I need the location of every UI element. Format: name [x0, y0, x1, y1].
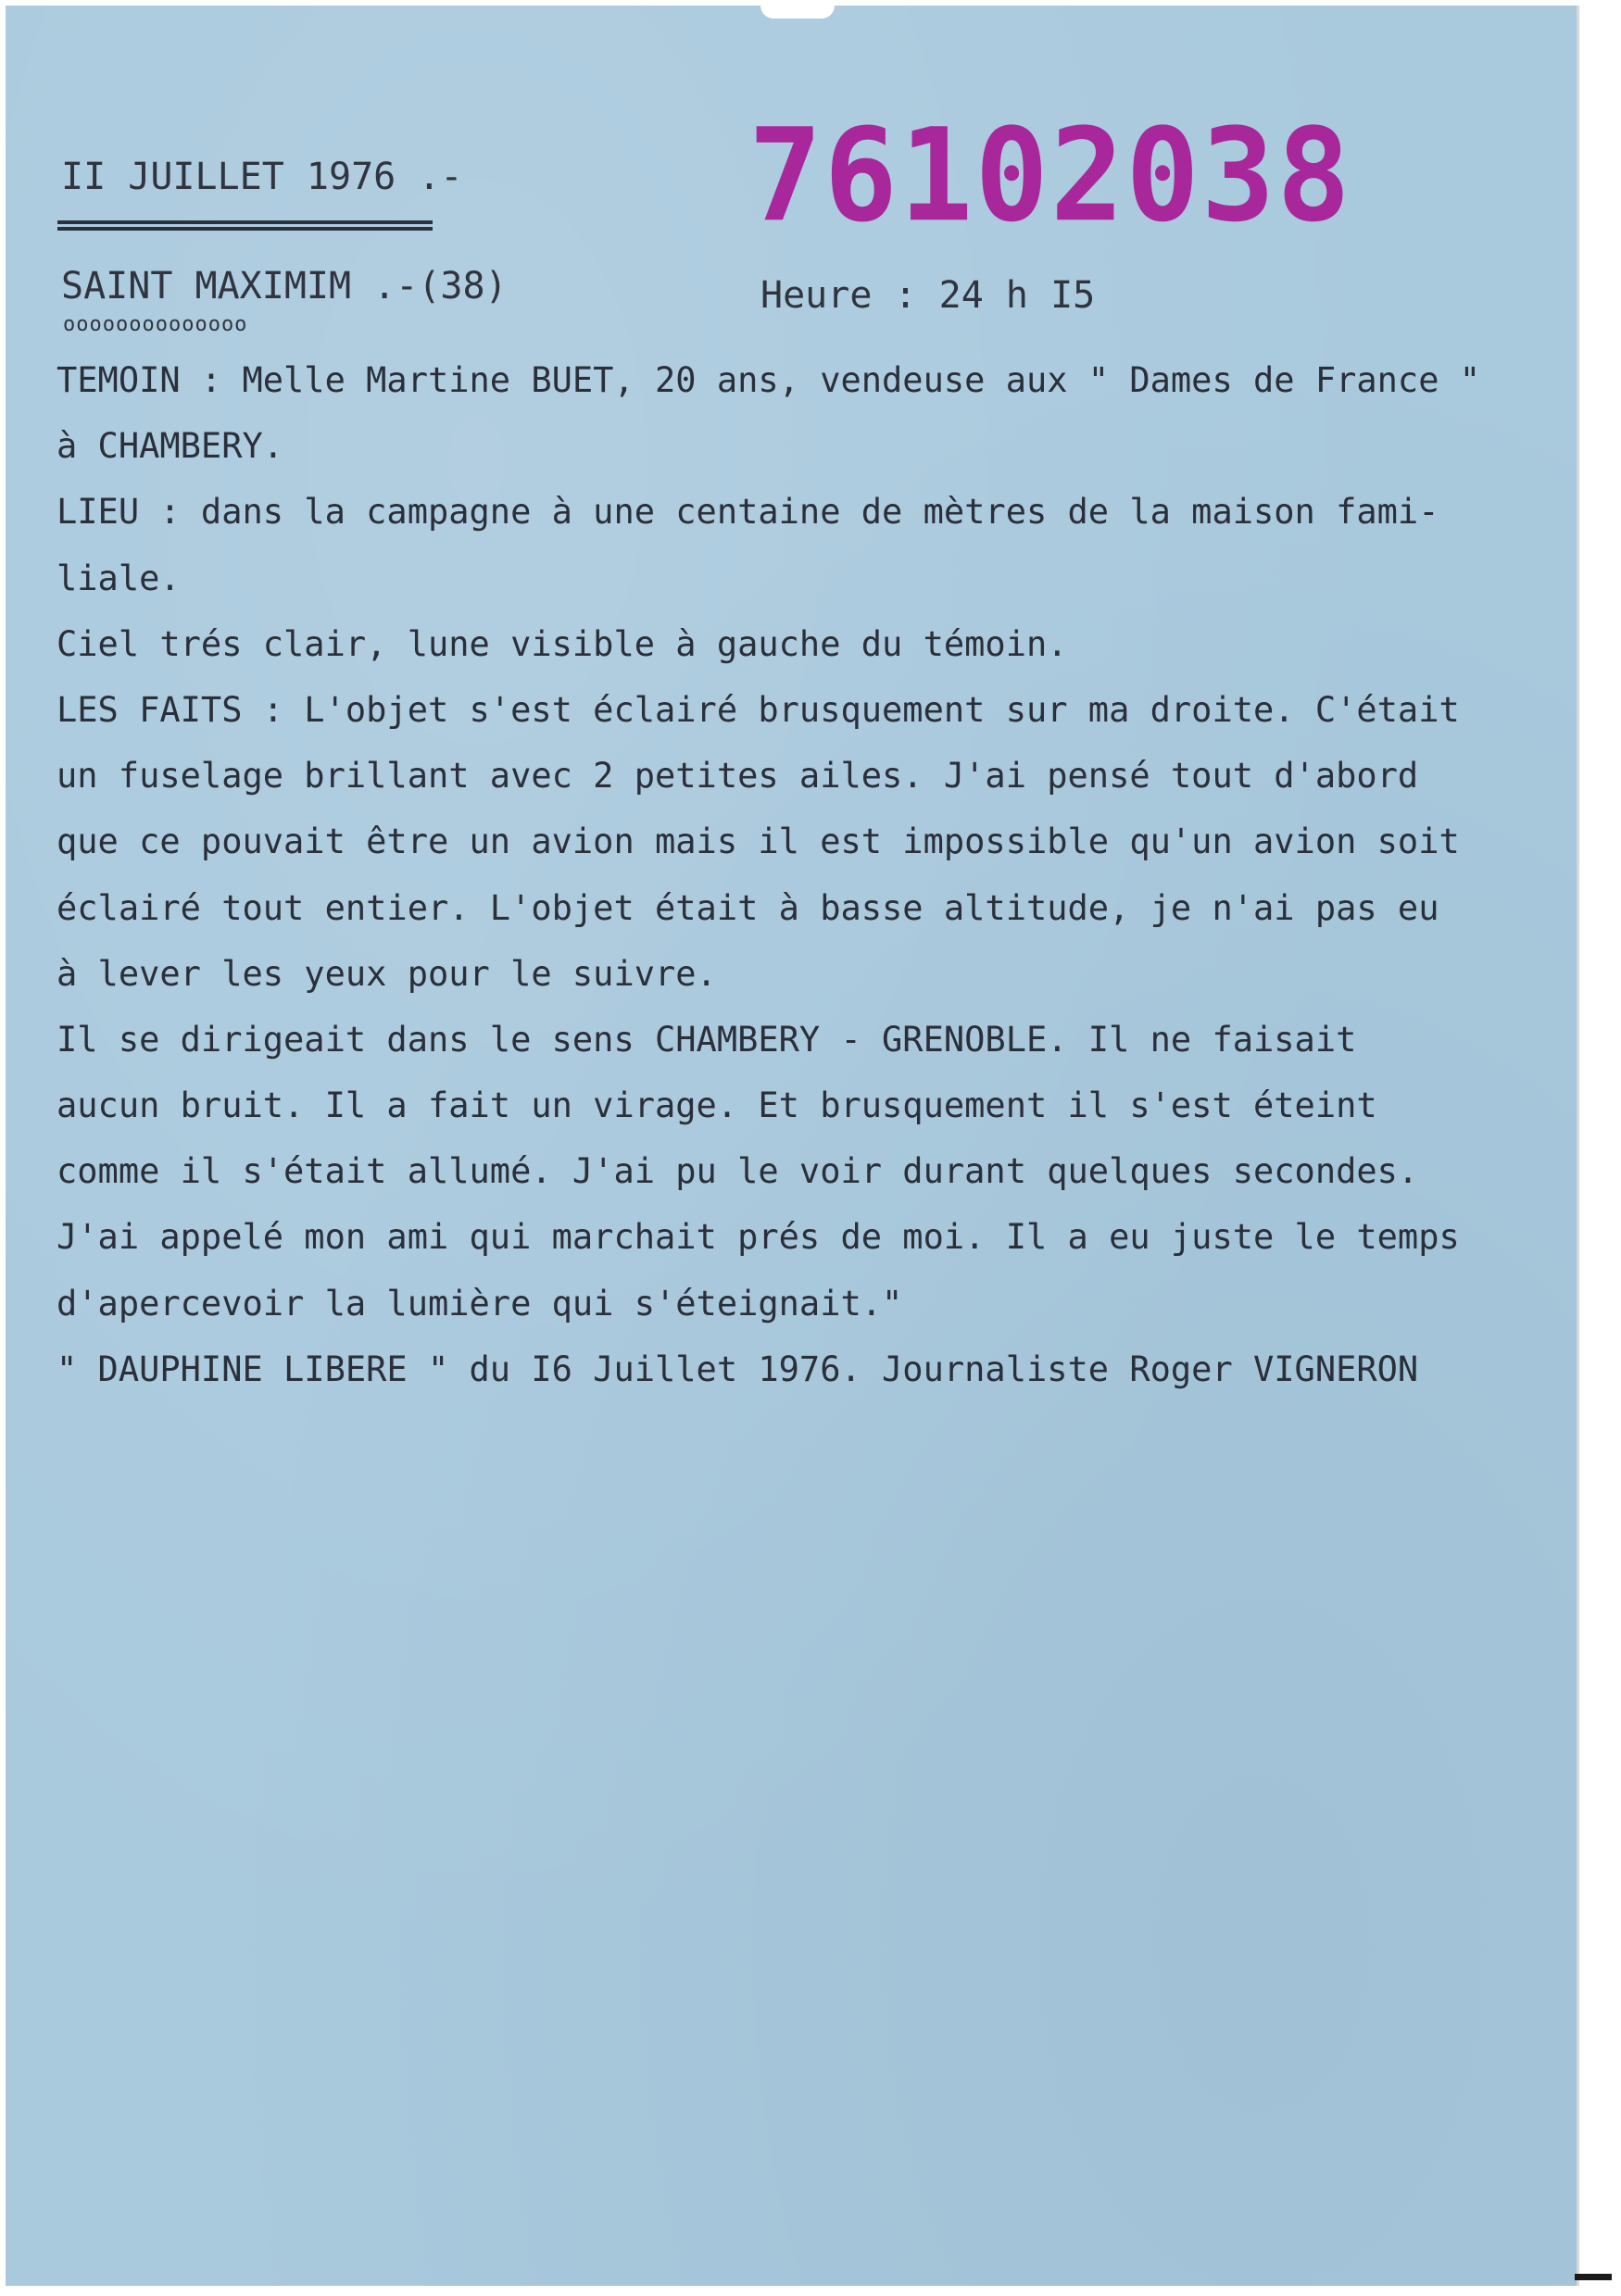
body-line: Il se dirigeait dans le sens CHAMBERY - GRENOBLE. Il ne faisait — [57, 1019, 1357, 1060]
body-line: LES FAITS : L'objet s'est éclairé brusquement sur ma droite. C'était — [57, 689, 1460, 730]
paper-edge — [1577, 6, 1579, 2286]
date-underline — [57, 220, 433, 232]
body-line: à lever les yeux pour le suivre. — [57, 953, 717, 994]
body-line: d'apercevoir la lumière qui s'éteignait." — [57, 1283, 903, 1324]
body-line: comme il s'était allumé. J'ai pu le voir durant quelques secondes. — [57, 1151, 1419, 1192]
dotted-underline: oooooooooooooo — [63, 313, 248, 336]
location-heading: SAINT MAXIMIM .-(38) — [61, 265, 508, 307]
source-citation: " DAUPHINE LIBERE " du I6 Juillet 1976. Journaliste Roger VIGNERON — [57, 1349, 1419, 1389]
body-line: TEMOIN : Melle Martine BUET, 20 ans, vendeuse aux " Dames de France " — [57, 360, 1481, 400]
body-line: aucun bruit. Il a fait un virage. Et brusquement il s'est éteint — [57, 1085, 1377, 1126]
body-line: un fuselage brillant avec 2 petites ailes. J'ai pensé tout d'abord — [57, 756, 1419, 797]
index-card — [6, 6, 1577, 2286]
report-body — [57, 362, 1576, 1417]
time-of-event: Heure : 24 h I5 — [760, 274, 1096, 317]
body-line: J'ai appelé mon ami qui marchait prés de moi. Il a eu juste le temps — [57, 1217, 1460, 1258]
body-line: Ciel trés clair, lune visible à gauche du témoin. — [57, 623, 1068, 664]
report-date: II JUILLET 1976 .- — [61, 156, 463, 198]
body-line: éclairé tout entier. L'objet était à basse altitude, je n'ai pas eu — [57, 887, 1439, 928]
card-notch — [760, 6, 835, 19]
body-line: à CHAMBERY. — [57, 426, 284, 467]
body-line: que ce pouvait être un avion mais il est impossible qu'un avion soit — [57, 822, 1460, 862]
scan-edge-mark — [1575, 2274, 1612, 2280]
case-number-stamp: 76102038 — [748, 101, 1352, 251]
body-line: liale. — [57, 558, 181, 598]
body-line: LIEU : dans la campagne à une centaine de mètres de la maison fami- — [57, 492, 1439, 533]
